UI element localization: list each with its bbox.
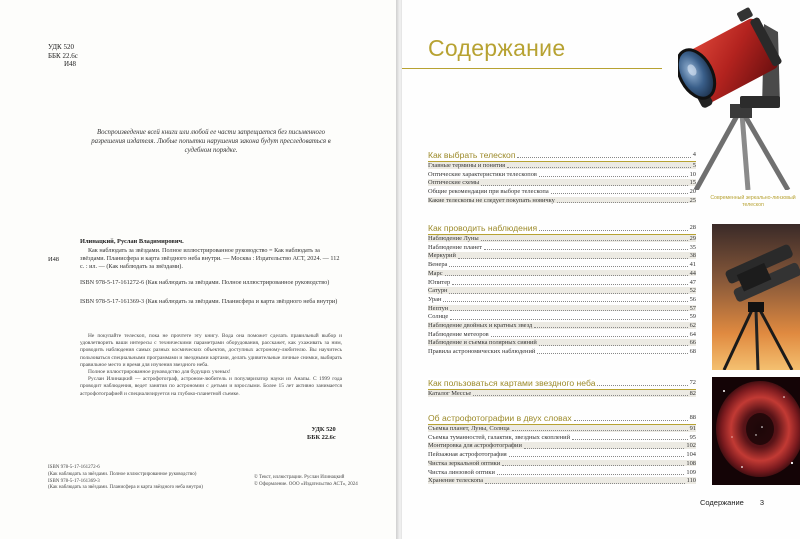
page-number: 3 — [759, 498, 765, 507]
toc-section-page: 88 — [689, 414, 696, 421]
toc-section-page: 4 — [692, 151, 696, 158]
toc-section-page: 72 — [689, 379, 696, 386]
observing-illustration — [712, 224, 800, 370]
toc-entry-label: Съемка туманностей, галактик, звездных скоплений — [428, 433, 570, 441]
toc-entry-label: Сатурн — [428, 287, 448, 295]
leader-dots — [539, 171, 688, 177]
toc-entry-label: Оптические характеристики телескопов — [428, 170, 537, 178]
toc-section-title: Об астрофотографии в двух словах — [428, 413, 572, 423]
leader-dots — [452, 279, 687, 285]
toc-section-observing — [428, 223, 696, 357]
leader-dots — [534, 322, 687, 328]
author-mark: И48 — [48, 256, 60, 263]
leader-dots — [449, 287, 687, 293]
toc-section-heading[interactable] — [428, 378, 696, 390]
bbk-line: ББК 22.6с — [48, 51, 78, 60]
toc-entry-label: Венера — [428, 261, 448, 269]
toc-entry-label: Наблюдение и съемка полярных сияний — [428, 339, 537, 347]
toc-entry[interactable] — [428, 434, 696, 443]
observing-photo — [712, 224, 800, 370]
leader-dots — [484, 244, 688, 250]
telescope-illustration — [678, 4, 800, 190]
isbn-line: ISBN 978-5-17-161369-3 — [48, 478, 100, 484]
leader-dots — [473, 390, 687, 396]
toc-entry[interactable] — [428, 331, 696, 340]
toc-entry-label: Хранение телескопа — [428, 477, 484, 485]
leader-dots — [572, 434, 688, 440]
toc-section-title: Как проводить наблюдения — [428, 223, 538, 233]
toc-entry[interactable] — [428, 322, 696, 331]
toc-entry-page: 59 — [689, 313, 696, 321]
toc-entry[interactable] — [428, 287, 696, 296]
toc-entry[interactable] — [428, 197, 696, 206]
left-page — [0, 0, 398, 539]
toc-entry-label: Наблюдение метеоров — [428, 330, 489, 338]
toc-section-title: Как выбрать телескоп — [428, 150, 516, 160]
toc-entry-page: 47 — [689, 278, 696, 286]
toc-entry-page: 109 — [686, 468, 696, 476]
toc-entry[interactable] — [428, 296, 696, 305]
leader-dots — [485, 477, 685, 483]
udk-line: УДК 520 — [311, 426, 336, 433]
toc-entry-page: 41 — [689, 261, 696, 269]
toc-entry-page: 68 — [689, 348, 696, 356]
page-title: Содержание — [428, 35, 566, 61]
toc-entry[interactable] — [428, 171, 696, 180]
toc-entry[interactable] — [428, 425, 696, 434]
author-name: Илинацкий, Руслан Владимирович. — [80, 238, 184, 245]
toc-entry-page: 91 — [689, 425, 696, 432]
leader-dots — [481, 179, 687, 185]
toc-section-astrophotography — [428, 413, 696, 486]
udk-top-block — [48, 43, 78, 69]
annotation — [80, 333, 342, 398]
toc-entry-page: 25 — [689, 196, 696, 204]
toc-entry[interactable] — [428, 477, 696, 486]
toc-entry-page: 57 — [689, 304, 696, 312]
toc-entry[interactable] — [428, 460, 696, 469]
bibliographic-description: Как наблюдать за звёздами. Полное иллюстрированное руководство = Как наблюдать за звёздами. Планисфера и карта звёздного неба внутри. — Москва : Издательство АСТ, 2024. — 112 с. : ил. — (Как наблюдать за звёздами). — [80, 247, 340, 270]
udk-line: УДК 520 — [48, 43, 74, 51]
isbn-line: ISBN 978-5-17-161272-6 — [48, 465, 100, 470]
toc-entry-label: Главные термины и понятия — [428, 162, 506, 169]
toc-section-heading[interactable] — [428, 413, 696, 425]
leader-dots — [502, 460, 684, 466]
toc-section-title: Как пользоваться картами звездного неба — [428, 378, 596, 388]
toc-entry-page: 52 — [689, 287, 696, 295]
toc-section-heading[interactable] — [428, 223, 696, 235]
toc-entry[interactable] — [428, 313, 696, 322]
author-mark-line: И48 — [64, 60, 77, 68]
toc-entry-label: Съемка планет, Луны, Солнца — [428, 425, 510, 432]
isbn-line-1: ISBN 978-5-17-161272-6 (Как наблюдать за звёздами. Полное иллюстрированное руководство) — [80, 279, 330, 286]
toc-entry-label: Чистка зеркальной оптики — [428, 459, 501, 467]
leader-dots — [551, 188, 688, 194]
toc-entry[interactable] — [428, 252, 696, 261]
title-divider — [402, 68, 662, 69]
toc-entry-page: 64 — [689, 330, 696, 338]
leader-dots — [497, 469, 685, 475]
copyright-notice: Воспроизведение всей книги или любой ее части запрещается без письменного разрешения издателя. Любые попытки нарушения закона будут преследоваться в судебном порядке. — [91, 129, 331, 154]
toc-entry[interactable] — [428, 442, 696, 451]
telescope-caption: Современный зеркально-линзовый телескоп — [710, 195, 796, 208]
toc-entry-label: Чистка линзовой оптики — [428, 468, 495, 476]
leader-dots — [443, 296, 687, 302]
leader-dots — [481, 235, 688, 241]
toc-entry-page: 29 — [689, 235, 696, 242]
toc-entry[interactable] — [428, 339, 696, 348]
right-page — [402, 0, 800, 539]
isbn-note: (Как наблюдать за звёздами. Полное иллюстрированное руководство) — [48, 471, 197, 477]
copyright-line: © Оформление. ООО «Издательство АСТ», 2024 — [254, 481, 358, 487]
toc-entry-page: 56 — [689, 295, 696, 303]
annotation-paragraph: Руслан Илинацкий — астрофотограф, астроном-любитель и популяризатор науки из Анапы. С 1999 года проводит наблюдения, ведет занятия по астрономии с детьми и взрослыми. Более 15 лет активно занимается астрофотографией и специализируется на глубоко-планетной съемке. — [80, 376, 342, 397]
telescope-photo — [678, 4, 800, 190]
toc-entry-label: Солнце — [428, 313, 449, 321]
toc-entry[interactable] — [428, 451, 696, 460]
toc-entry-page: 95 — [689, 433, 696, 441]
copyright-block — [254, 475, 394, 489]
leader-dots — [524, 442, 685, 448]
toc-entry[interactable] — [428, 270, 696, 279]
toc-entry-page: 20 — [689, 188, 696, 196]
leader-dots — [507, 162, 691, 168]
nebula-illustration — [712, 377, 800, 485]
toc-entry[interactable] — [428, 235, 696, 244]
toc-entry-label: Каталог Мессье — [428, 390, 472, 397]
toc-entry-label: Марс — [428, 269, 443, 277]
toc-entry[interactable] — [428, 305, 696, 314]
bottom-isbn-block — [48, 465, 238, 492]
toc-entry[interactable] — [428, 279, 696, 288]
toc-entry-page: 15 — [689, 179, 696, 187]
toc-entry-label: Меркурий — [428, 252, 456, 260]
toc-entry-page: 66 — [689, 339, 696, 347]
toc-entry-label: Уран — [428, 295, 442, 303]
toc-entry-label: Монтировка для астрофотографии — [428, 442, 522, 450]
bbk-line: ББК 22.6с — [307, 434, 336, 441]
leader-dots — [557, 197, 688, 203]
toc-section-heading[interactable] — [428, 150, 696, 162]
toc-entry-page: 104 — [686, 451, 696, 459]
toc-entry[interactable] — [428, 348, 696, 357]
isbn-note: (Как наблюдать за звёздами. Планисфера и карта звёздного неба внутри) — [48, 485, 203, 491]
annotation-paragraph: Не покупайте телескоп, пока не прочтете эту книгу. Вода она поможет сделать правильный выбор и удовлетворить ваши интересы с техническими параметрами оборудования, расскажет, как ухаживать за ним, проводить наблюдения самых разных космических объектов, доступных астроному-любителю. Вы научитесь пользоваться специальными программами и звездными картами, делать удивительные личные снимки, выбирать правильное место и время для изучения звездного неба. — [80, 333, 342, 368]
toc-entry-page: 35 — [689, 243, 696, 251]
toc-entry-label: Общие рекомендации при выборе телескопа — [428, 188, 549, 196]
toc-entry-label: Нептун — [428, 304, 449, 312]
toc-entry[interactable] — [428, 162, 696, 171]
leader-dots — [458, 252, 688, 258]
toc-entry-label: Пейзажная астрофотография — [428, 451, 507, 459]
leader-dots — [450, 305, 687, 311]
toc-entry-page: 62 — [689, 322, 696, 330]
footer-label: Содержание — [700, 498, 744, 507]
leader-dots — [539, 339, 688, 345]
leader-dots — [445, 270, 688, 276]
leader-dots — [491, 331, 688, 337]
toc-entry[interactable] — [428, 244, 696, 253]
toc-entry-label: Наблюдение двойных и кратных звезд — [428, 322, 533, 330]
toc-entry[interactable] — [428, 179, 696, 188]
leader-dots — [450, 313, 687, 319]
toc-entry-label: Оптические схемы — [428, 179, 480, 187]
toc-entry-page: 5 — [692, 162, 696, 169]
leader-dots — [509, 451, 685, 457]
udk-bottom-block — [307, 426, 336, 442]
toc-entry-page: 10 — [689, 170, 696, 178]
toc-entry-label: Какие телескопы не следует покупать новичку — [428, 196, 555, 204]
toc-entry-page: 38 — [689, 252, 696, 260]
copyright-line: © Текст, иллюстрации. Руслан Илинацкий — [254, 475, 345, 480]
toc-entry[interactable] — [428, 469, 696, 478]
toc-section-choose-telescope — [428, 150, 696, 206]
toc-entry-label: Наблюдение планет — [428, 243, 483, 251]
toc-section-star-maps — [428, 378, 696, 399]
page-footer — [700, 498, 764, 507]
nebula-photo — [712, 377, 800, 485]
toc-entry-page: 102 — [686, 442, 696, 450]
toc-entry-page: 108 — [686, 459, 696, 467]
toc-entry-label: Юпитер — [428, 278, 451, 286]
toc-entry-page: 44 — [689, 269, 696, 277]
leader-dots — [512, 425, 688, 431]
toc-entry[interactable] — [428, 390, 696, 399]
toc-entry[interactable] — [428, 188, 696, 197]
toc-entry-page: 110 — [686, 477, 696, 485]
toc-entry-label: Правила астрономических наблюдений — [428, 348, 536, 356]
isbn-line-2: ISBN 978-5-17-161369-3 (Как наблюдать за звёздами. Планисфера и карта звёздного неба внутри) — [80, 298, 338, 305]
toc-entry-page: 82 — [689, 390, 696, 397]
toc-entry[interactable] — [428, 261, 696, 270]
toc-entry-label: Наблюдение Луны — [428, 235, 479, 242]
leader-dots — [449, 261, 687, 267]
annotation-paragraph: Полное иллюстрированное руководство для будущих ученых! — [88, 369, 231, 376]
toc-section-page: 28 — [689, 224, 696, 231]
leader-dots — [537, 348, 687, 354]
